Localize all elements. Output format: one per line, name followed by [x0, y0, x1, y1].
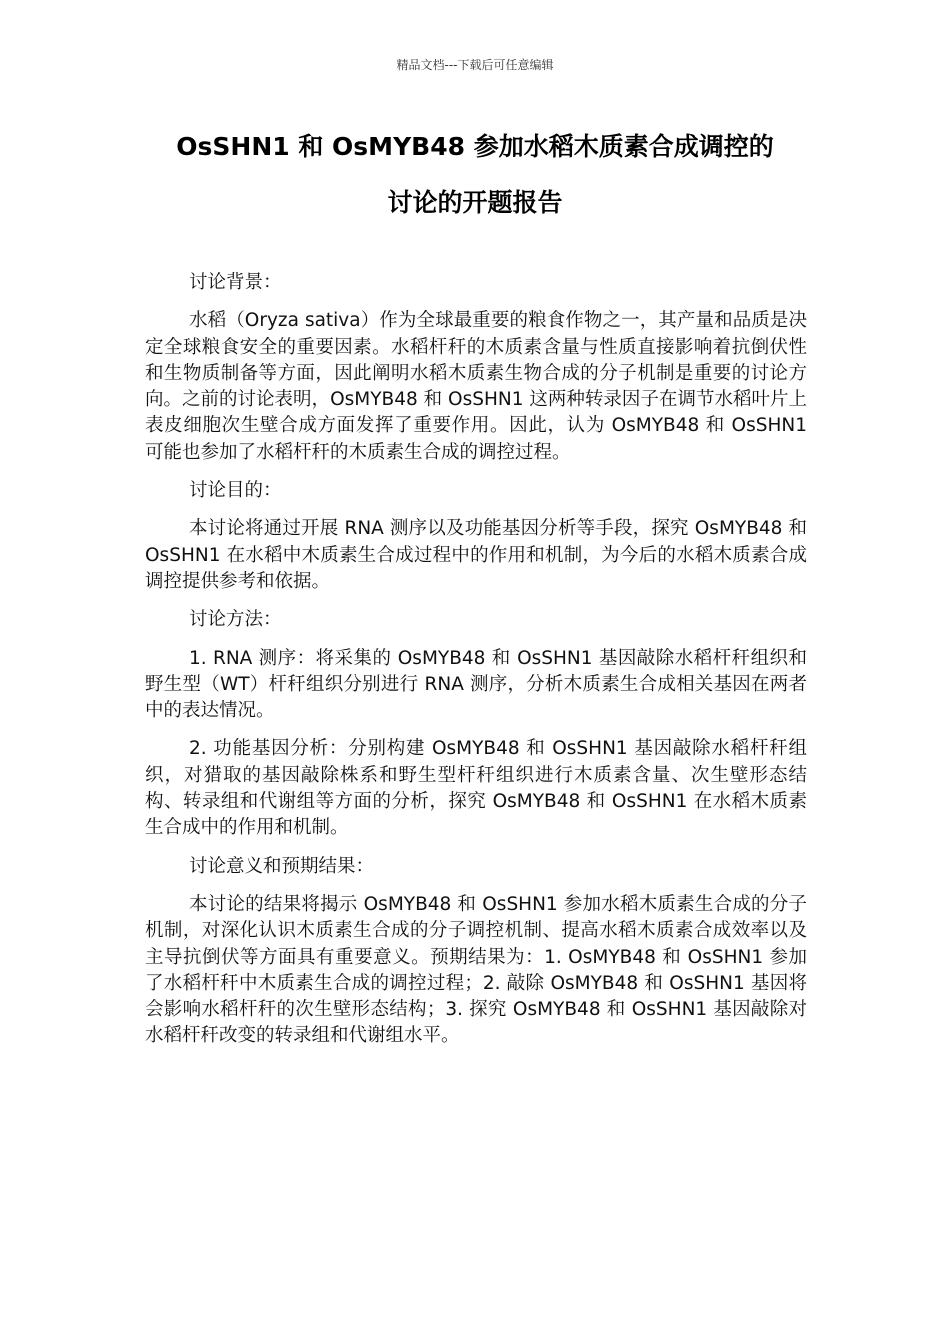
- document-body: [145, 270, 807, 1062]
- document-title: [100, 132, 850, 218]
- method-1-paragraph: 1. RNA 测序：将采集的 OsMYB48 和 OsSHN1 基因敲除水稻杆秆组织和野生型（WT）杆秆组织分别进行 RNA 测序，分析木质素生合成相关基因在两者中的表达情况。: [145, 647, 807, 722]
- page-header: 精品文档---下载后可任意编辑: [396, 58, 554, 72]
- significance-heading: 讨论意义和预期结果：: [189, 855, 375, 877]
- background-paragraph: 水稻（Oryza sativa）作为全球最重要的粮食作物之一，其产量和品质是决定全球粮食安全的重要因素。水稻杆秆的木质素含量与性质直接影响着抗倒伏性和生物质制备等方面，因此阐明水稻木质素生物合成的分子机制是重要的讨论方向。之前的讨论表明，OsMYB48 和 OsSHN1 这两种转录因子在调节水稻叶片上表皮细胞次生壁合成方面发挥了重要作用。因此，认为 OsMYB48 和 OsSHN1 可能也参加了水稻杆秆的木质素生合成的调控过程。: [145, 310, 807, 463]
- purpose-heading: 讨论目的：: [189, 480, 282, 502]
- background-heading: 讨论背景：: [189, 272, 282, 293]
- methods-heading: 讨论方法：: [189, 609, 282, 631]
- title-line-2: 讨论的开题报告: [387, 188, 563, 217]
- purpose-paragraph: 本讨论将通过开展 RNA 测序以及功能基因分析等手段，探究 OsMYB48 和 OsSHN1 在水稻中木质素生合成过程中的作用和机制，为今后的水稻木质素合成调控提供参考和依据。: [145, 518, 807, 592]
- method-2-paragraph: 2. 功能基因分析：分别构建 OsMYB48 和 OsSHN1 基因敲除水稻杆秆组织，对猎取的基因敲除株系和野生型杆秆组织进行木质素含量、次生壁形态结构、转录组和代谢组等方面的分析，探究 OsMYB48 和 OsSHN1 在水稻木质素生合成中的作用和机制。: [145, 738, 807, 839]
- significance-paragraph: 本讨论的结果将揭示 OsMYB48 和 OsSHN1 参加水稻木质素生合成的分子机制，对深化认识木质素生合成的分子调控机制、提高水稻木质素合成效率以及主导抗倒伏等方面具有重要意义。预期结果为：1. OsMYB48 和 OsSHN1 参加了水稻杆秆中木质素生合成的调控过程；2. 敲除 OsMYB48 和 OsSHN1 基因将会影响水稻杆秆的次生壁形态结构；3. 探究 OsMYB48 和 OsSHN1 基因敲除对水稻杆秆改变的转录组和代谢组水平。: [145, 893, 807, 1047]
- title-line-1: OsSHN1 和 OsMYB48 参加水稻木质素合成调控的: [176, 132, 774, 161]
